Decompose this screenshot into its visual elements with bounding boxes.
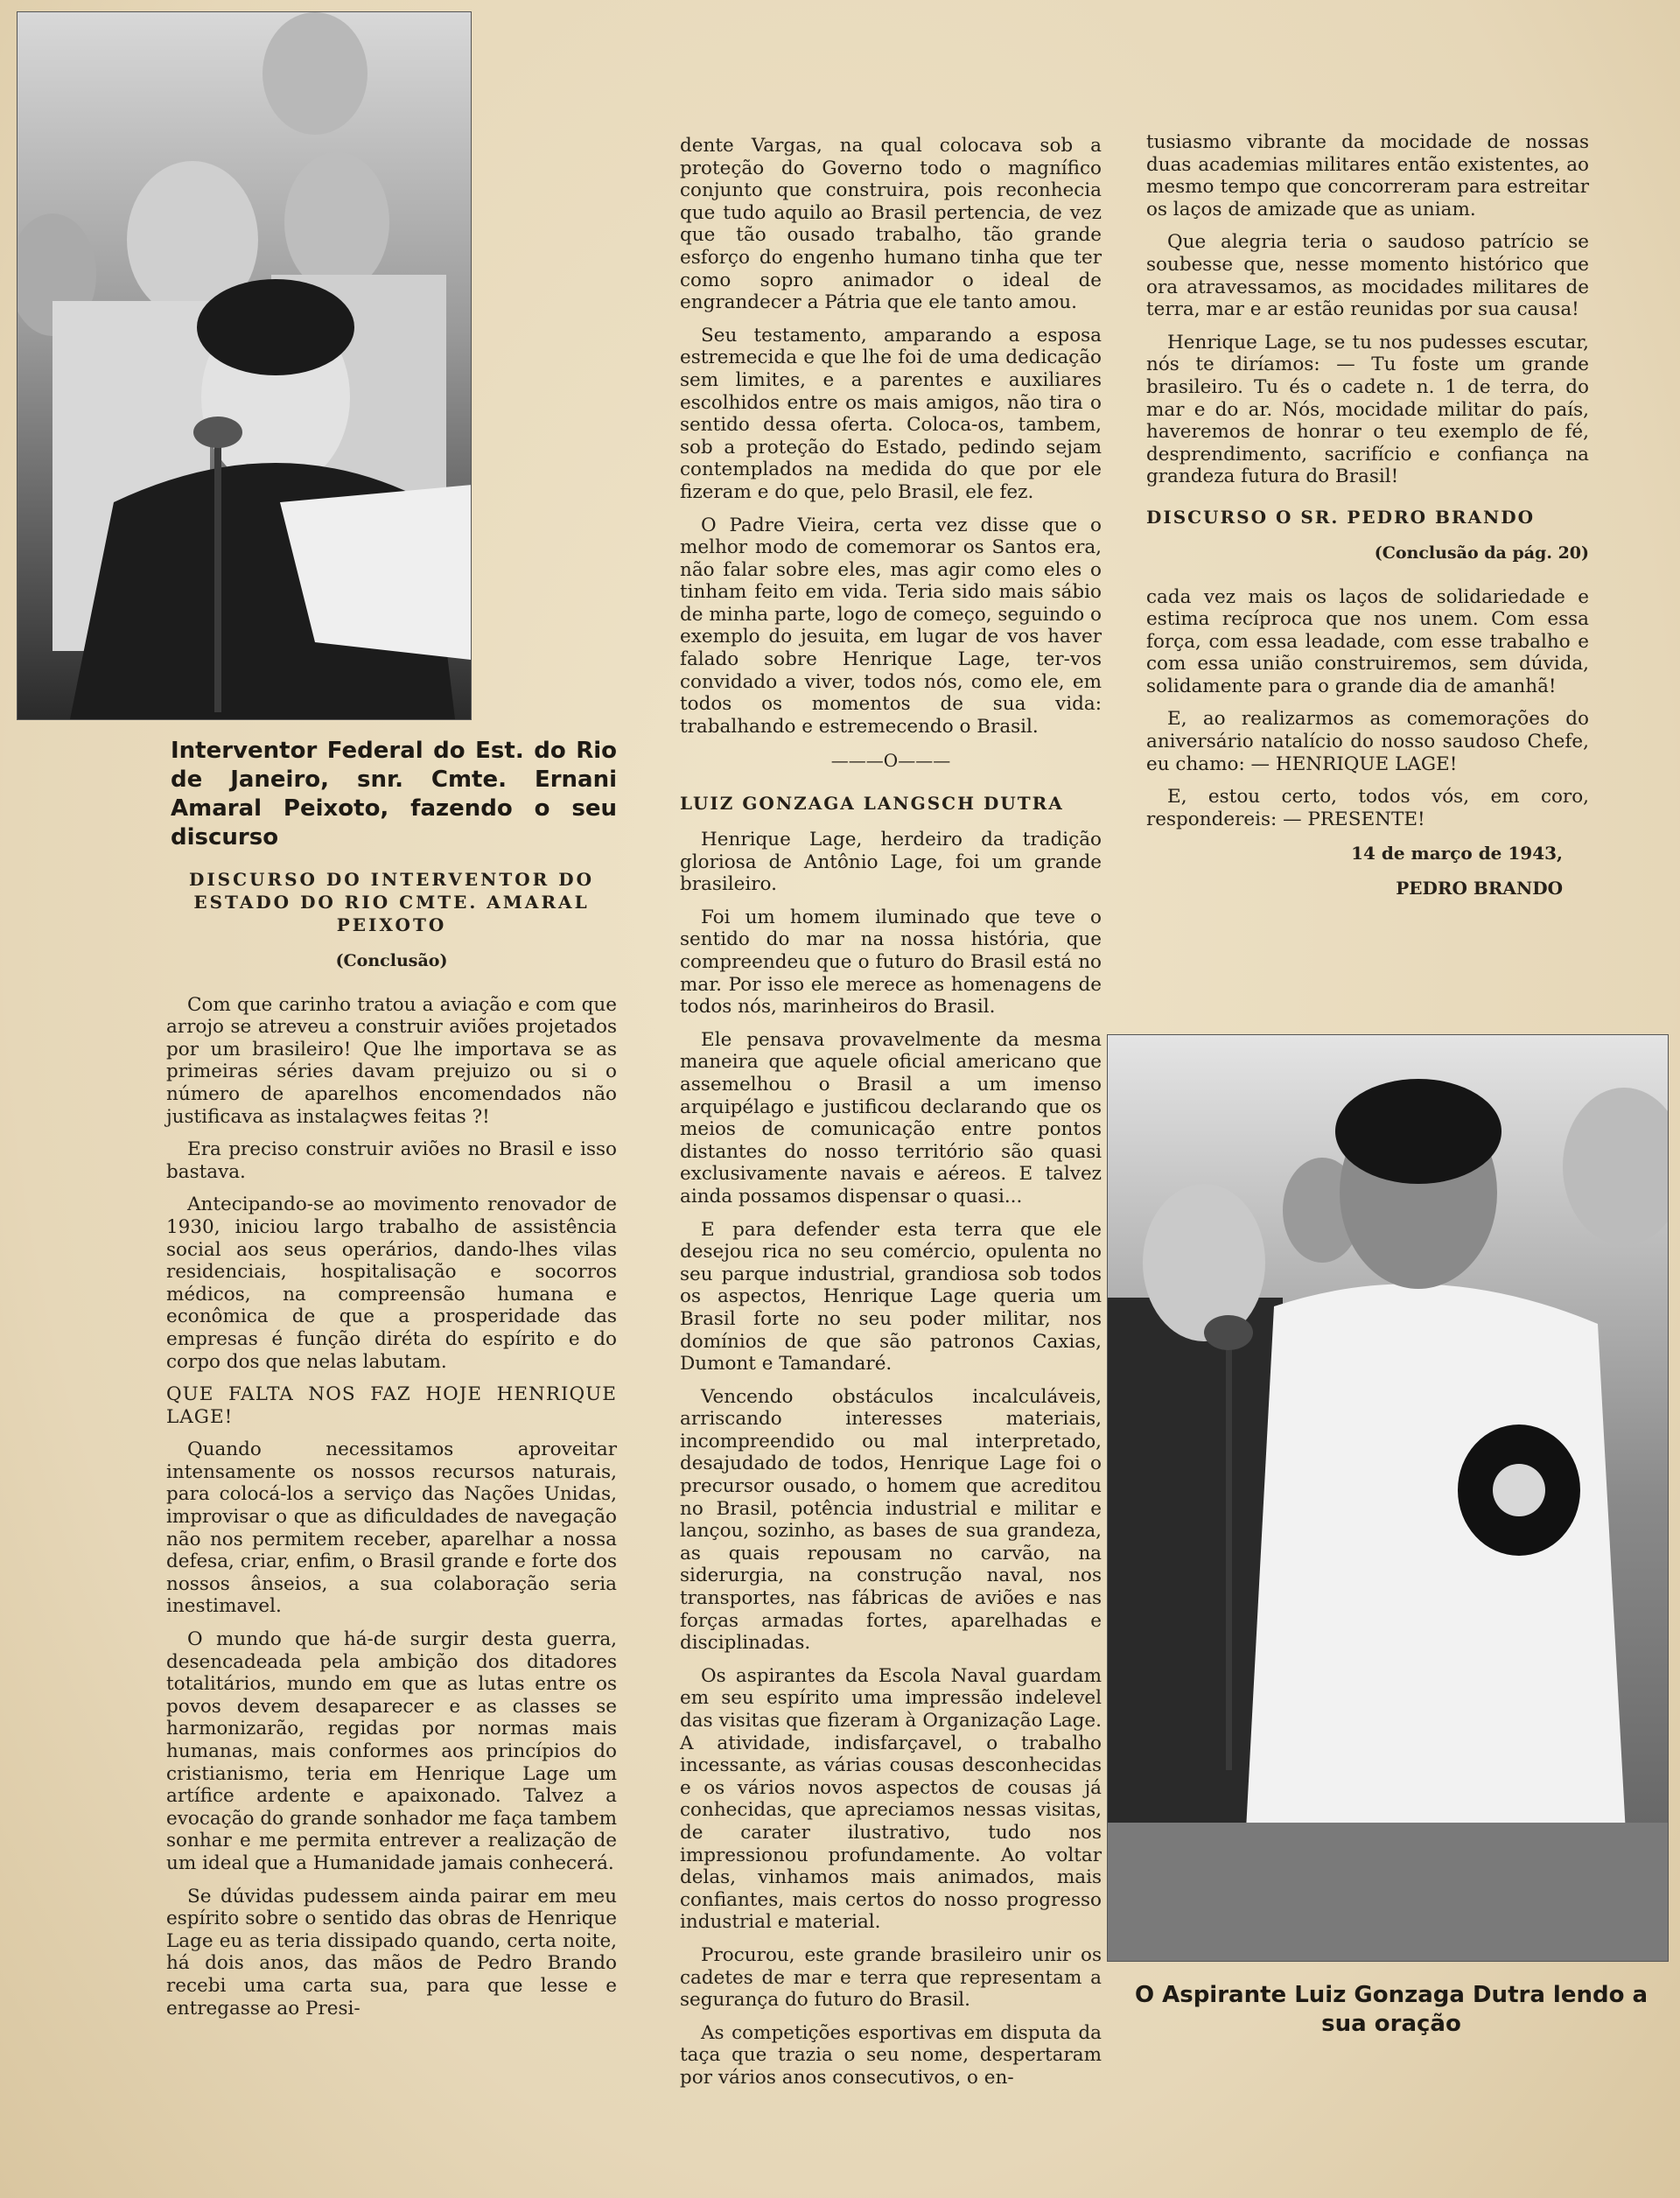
paragraph: Vencendo obstáculos incalculáveis, arriscando interesses materiais, incompreendido ou mal interpretado, desajudado de todos, Henrique Lage foi o precursor ousado, o homem que acreditou no Brasil, potência industrial e militar e lançou, sozinho, as bases de sua grandeza, as quais repousam no carvão, na siderurgia, na construção naval, nos transportes, nas fábricas de aviões e nas forças armadas fortes, aparelhadas e disciplinadas.	[680, 1385, 1102, 1655]
paragraph: Seu testamento, amparando a esposa estremecida e que lhe foi de uma dedicação sem limites, e a parentes e auxiliares escolhidos entre os mais amigos, não tira o sentido dessa oferta. Coloca-os, tambem, sob a proteção do Estado, pedindo sejam contemplados na medida do que por ele fizeram e do que, pelo Brasil, ele fez.	[680, 324, 1102, 503]
cadet-photo-icon	[1108, 1035, 1668, 1961]
paragraph: Procurou, este grande brasileiro unir os cadetes de mar e terra que representam a segurança do futuro do Brasil.	[680, 1943, 1102, 2012]
signature: PEDRO BRANDO	[1396, 878, 1563, 900]
photo-speaker	[18, 12, 471, 719]
column-1	[166, 868, 617, 2030]
paragraph: dente Vargas, na qual colocava sob a proteção do Governo todo o magnífico conjunto que construira, pois reconhecia que tudo aquilo ao Brasil pertencia, de vez que tão ousado trabalho, tão grande esforço do engenho humano tinha que ter como sopro animador o ideal de engrandecer a Pátria que ele tanto amou.	[680, 135, 1102, 314]
heading-interventor-speech: DISCURSO DO INTERVENTOR DO ESTADO DO RIO CMTE. AMARAL PEIXOTO	[188, 869, 595, 935]
caption-speaker: Interventor Federal do Est. do Rio de Janeiro, snr. Cmte. Ernani Amaral Peixoto, fazendo o seu discurso	[171, 738, 617, 850]
paragraph: As competições esportivas em disputa da taça que trazia o seu nome, despertaram por vários anos consecutivos, o en-	[680, 2021, 1102, 2089]
paragraph: Ele pensava provavelmente da mesma maneira que aquele oficial americano que assemelhou o Brasil a um imenso arquipélago e justificou declarando que os meios de comunicação entre pontos distantes do nosso território são quasi exclusivamente navais e aéreos. E talvez ainda possamos dispensar o quasi...	[680, 1028, 1102, 1208]
caption-cadet: O Aspirante Luiz Gonzaga Dutra lendo a sua oração	[1134, 1982, 1648, 2037]
section-separator: ———O———	[830, 750, 951, 772]
paragraph: Henrique Lage, herdeiro da tradição gloriosa de Antônio Lage, foi um grande brasileiro.	[680, 829, 1102, 896]
paragraph-exclamation: QUE FALTA NOS FAZ HOJE HENRIQUE LAGE!	[166, 1383, 617, 1428]
column-2	[680, 135, 1102, 2100]
paragraph: E, ao realizarmos as comemorações do aniversário natalício do nosso saudoso Chefe, eu chamo: — HENRIQUE LAGE!	[1146, 708, 1589, 775]
photo-cadet	[1108, 1035, 1668, 1961]
paragraph: Foi um homem iluminado que teve o sentido do mar na nossa história, que compreendeu que o futuro do Brasil está no mar. Por isso ele merece as homenagens de todos nós, marinheiros do Brasil.	[680, 906, 1102, 1018]
paragraph: cada vez mais os laços de solidariedade e estima recíproca que nos unem. Com essa força, com essa leadade, com esse trabalho e com essa união construiremos, sem dúvida, solidamente para o grande dia de amanhã!	[1146, 585, 1589, 697]
paragraph: Henrique Lage, se tu nos pudesses escutar, nós te diríamos: — Tu foste um grande brasileiro. Tu és o cadete n. 1 de terra, do mar e do ar. Nós, mocidade militar do país, haveremos de honrar o teu exemplo de fé, desprendimento, sacrifício e confiança na grandeza futura do Brasil!	[1146, 331, 1589, 488]
heading-dutra-speech: LUIZ GONZAGA LANGSCH DUTRA	[680, 793, 1064, 815]
paragraph: E, estou certo, todos vós, em coro, respondereis: — PRESENTE!	[1146, 786, 1589, 830]
paragraph: Quando necessitamos aproveitar intensamente os nossos recursos naturais, para colocá-los a serviço das Nações Unidas, improvisar o que as dificuldades de navegação não nos permitem receber, aparelhar a nossa defesa, criar, enfim, o Brasil grande e forte dos nossos ânseios, a sua colaboração seria inestimavel.	[166, 1438, 617, 1618]
column-3	[1146, 131, 1589, 911]
subheading-conclusao-pag: (Conclusão da pág. 20)	[1374, 542, 1589, 563]
paragraph: Se dúvidas pudessem ainda pairar em meu espírito sobre o sentido das obras de Henrique Lage eu as teria dissipado quando, certa noite, há dois anos, das mãos de Pedro Brando recebi uma carta sua, para que lesse e entregasse ao Presi-	[166, 1885, 617, 2020]
paragraph: Era preciso construir aviões no Brasil e isso bastava.	[166, 1138, 617, 1183]
paragraph: E para defender esta terra que ele desejou rica no seu comércio, opulenta no seu parque industrial, grandiosa sob todos os aspectos, Henrique Lage queria um Brasil forte no seu poder militar, nos domínios de que são patronos Caxias, Dumont e Tamandaré.	[680, 1218, 1102, 1376]
paragraph: Os aspirantes da Escola Naval guardam em seu espírito uma impressão indelevel das visitas que fizeram à Organização Lage. A atividade, indisfarçavel, o trabalho incessante, as várias cousas desconhecidas e os vários novos aspectos de cousas já conhecidas, que apreciamos nessas visitas, de carater ilustrativo, tudo nos impressionou profundamente. Ao voltar delas, vinhamos mais animados, mais confiantes, mais certos do nosso progresso industrial e material.	[680, 1664, 1102, 1934]
paragraph: tusiasmo vibrante da mocidade de nossas duas academias militares então existentes, ao mesmo tempo que concorreram para estreitar os laços de amizade que as uniam.	[1146, 131, 1589, 220]
paragraph: Que alegria teria o saudoso patrício se soubesse que, nesse momento histórico que ora atravessamos, as mocidades militares de terra, mar e ar estão reunidas por sua causa!	[1146, 231, 1589, 321]
paragraph: Com que carinho tratou a aviação e com que arrojo se atreveu a construir aviões projetados por um brasileiro! Que lhe importava se as primeiras séries davam prejuizo ou si o número de aparelhos encomendados não justificava as instalaçwes feitas ?!	[166, 993, 617, 1128]
paragraph: Antecipando-se ao movimento renovador de 1930, iniciou largo trabalho de assistência social aos seus operários, dando-lhes vilas residenciais, hospitalisação e socorros médicos, na compreensão humana e econômica de que a prosperidade das empresas é função diréta do espírito e do corpo dos que nelas labutam.	[166, 1194, 617, 1373]
subheading-conclusao: (Conclusão)	[335, 951, 448, 970]
speaker-photo-icon	[18, 12, 471, 719]
paragraph: O mundo que há-de surgir desta guerra, desencadeada pela ambição dos ditadores totalitários, mundo em que as lutas entre os povos devem desaparecer e as classes se harmonizarão, regidas por normas mais humanas, mais conformes aos princípios do cristianismo, teria em Henrique Lage um artífice ardente e apaixonado. Talvez a evocação do grande sonhador me faça tambem sonhar e me permita entrever a realização de um ideal que a Humanidade jamais conhecerá.	[166, 1628, 617, 1874]
date-line: 14 de março de 1943,	[1351, 843, 1563, 864]
paragraph: O Padre Vieira, certa vez disse que o melhor modo de comemorar os Santos era, não falar sobre eles, mas agir como eles o tinham feito em vida. Teria sido mais sábio de minha parte, logo de começo, seguindo o exemplo do jesuita, em lugar de vos haver falado sobre Henrique Lage, ter-vos convidado a viver, todos nós, como ele, em todos os momentos de sua vida: trabalhando e estremecendo o Brasil.	[680, 514, 1102, 738]
heading-brando-speech: DISCURSO O SR. PEDRO BRANDO	[1146, 506, 1536, 528]
